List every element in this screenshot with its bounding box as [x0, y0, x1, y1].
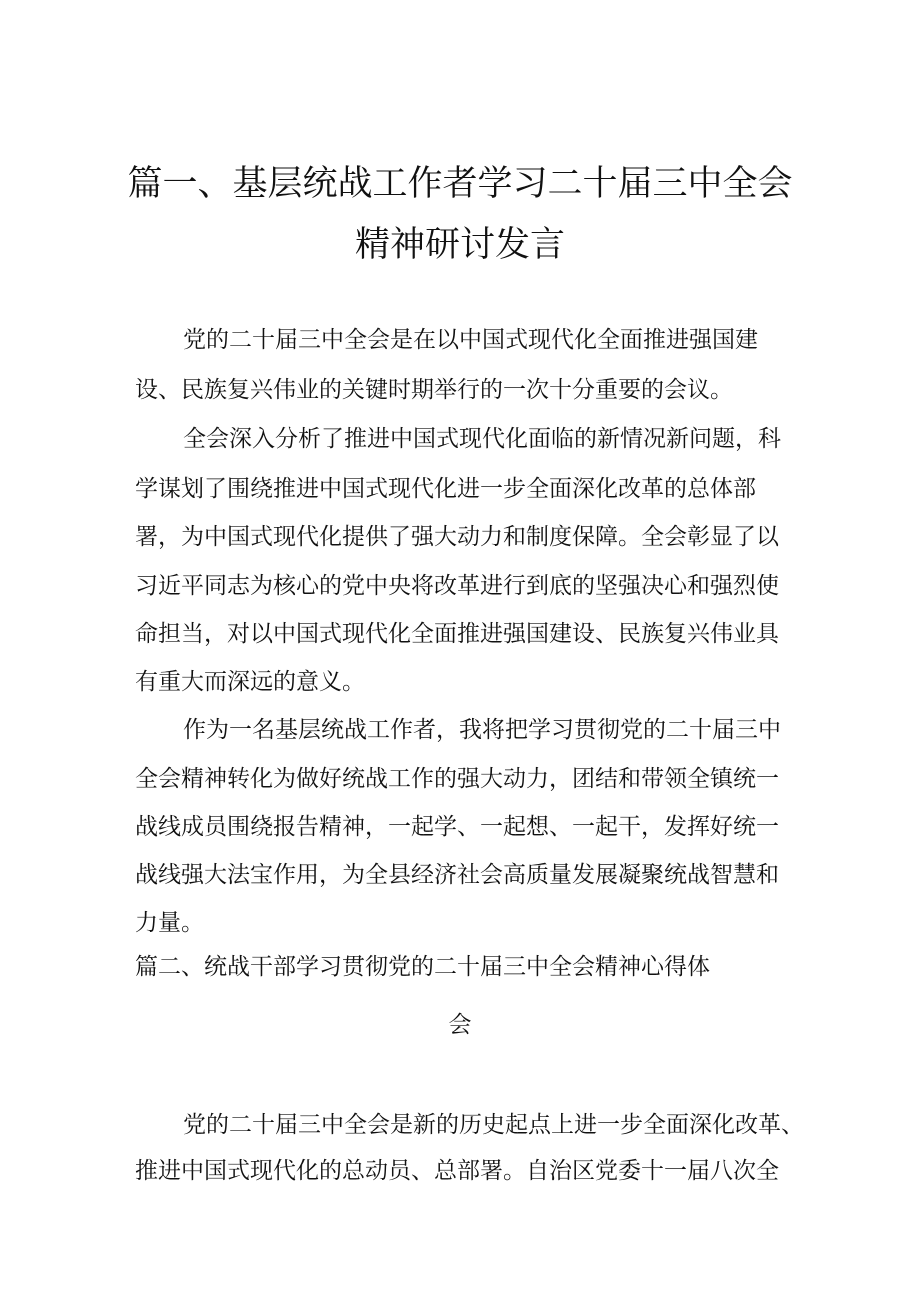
- paragraph-4-line-1: 党的二十届三中全会是新的历史起点上进一步全面深化改革、: [183, 1112, 804, 1138]
- section-2-heading-line-2: 会: [448, 1012, 472, 1038]
- paragraph-2-line-5: 命担当，对以中国式现代化全面推进强国建设、民族复兴伟业具: [135, 621, 779, 647]
- paragraph-2-line-2: 学谋划了围绕推进中国式现代化进一步全面深化改革的总体部: [135, 476, 756, 502]
- document-title-line-2: 精神研讨发言: [354, 225, 565, 265]
- paragraph-3-line-4: 战线强大法宝作用，为全县经济社会高质量发展凝聚统战智慧和: [135, 862, 779, 888]
- paragraph-2-line-3: 署，为中国式现代化提供了强大动力和制度保障。全会彰显了以: [135, 524, 779, 550]
- section-2-heading-line-1: 篇二、统战干部学习贯彻党的二十届三中全会精神心得体: [135, 954, 710, 980]
- paragraph-1-line-2: 设、民族复兴伟业的关键时期举行的一次十分重要的会议。: [135, 377, 733, 403]
- paragraph-3-line-3: 战线成员围绕报告精神，一起学、一起想、一起干，发挥好统一: [135, 814, 779, 840]
- document-title-line-1: 篇一、基层统战工作者学习二十届三中全会: [127, 164, 793, 204]
- paragraph-2-line-1: 全会深入分析了推进中国式现代化面临的新情况新问题，科: [183, 426, 781, 452]
- paragraph-3-line-5: 力量。: [135, 910, 204, 936]
- paragraph-3-line-1: 作为一名基层统战工作者，我将把学习贯彻党的二十届三中: [183, 717, 781, 743]
- paragraph-2-line-6: 有重大而深远的意义。: [135, 669, 365, 695]
- paragraph-1-line-1: 党的二十届三中全会是在以中国式现代化全面推进强国建: [183, 327, 758, 353]
- paragraph-4-line-2: 推进中国式现代化的总动员、总部署。自治区党委十一届八次全: [135, 1158, 779, 1184]
- paragraph-2-line-4: 习近平同志为核心的党中央将改革进行到底的坚强决心和强烈使: [135, 573, 779, 599]
- paragraph-3-line-2: 全会精神转化为做好统战工作的强大动力，团结和带领全镇统一: [135, 766, 779, 792]
